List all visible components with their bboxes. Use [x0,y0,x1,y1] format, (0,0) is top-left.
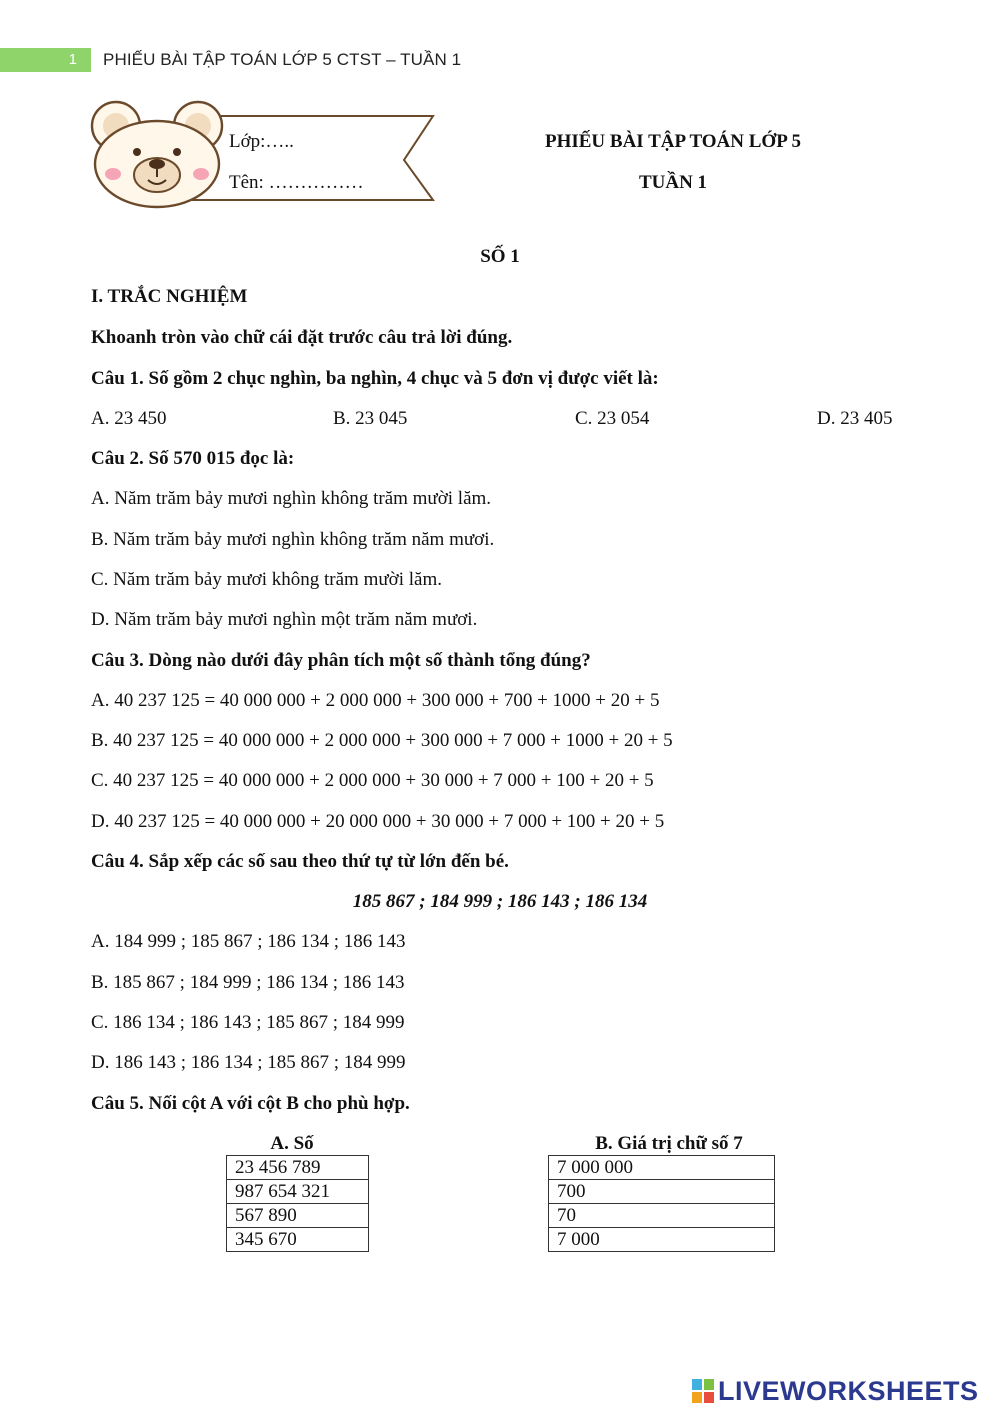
question-5: Câu 5. Nối cột A với cột B cho phù hợp. [91,1093,410,1114]
table-row [227,1204,369,1228]
q1-option-a[interactable]: A. 23 450 [91,408,167,429]
table-row [549,1156,775,1180]
q3-option-a[interactable]: A. 40 237 125 = 40 000 000 + 2 000 000 + 300 000 + 700 + 1000 + 20 + 5 [91,690,660,711]
col-a-cell[interactable]: 23 456 789 [227,1156,369,1180]
col-b-cell[interactable]: 7 000 000 [549,1156,775,1180]
question-3: Câu 3. Dòng nào dưới đây phân tích một số thành tổng đúng? [91,650,591,671]
instruction: Khoanh tròn vào chữ cái đặt trước câu trả lời đúng. [91,327,513,348]
liveworksheets-logo [692,1376,979,1406]
q2-option-a[interactable]: A. Năm trăm bảy mươi nghìn không trăm mười lăm. [91,488,492,509]
column-b-header: B. Giá trị chữ số 7 [595,1133,743,1154]
column-b-table [548,1155,775,1252]
q4-option-a[interactable]: A. 184 999 ; 185 867 ; 186 134 ; 186 143 [91,931,406,952]
q3-option-c[interactable]: C. 40 237 125 = 40 000 000 + 2 000 000 + 30 000 + 7 000 + 100 + 20 + 5 [91,770,654,791]
q4-option-d[interactable]: D. 186 143 ; 186 134 ; 185 867 ; 184 999 [91,1052,406,1073]
table-row [549,1228,775,1252]
table-row [549,1180,775,1204]
question-2: Câu 2. Số 570 015 đọc là: [91,448,295,469]
table-row [227,1180,369,1204]
q4-option-c[interactable]: C. 186 134 ; 186 143 ; 185 867 ; 184 999 [91,1012,405,1033]
doc-subtitle: TUẦN 1 [638,172,708,193]
question-1: Câu 1. Số gồm 2 chục nghìn, ba nghìn, 4 chục và 5 đơn vị được viết là: [91,368,659,389]
column-a-header: A. Số [270,1133,314,1154]
q1-option-c[interactable]: C. 23 054 [575,408,650,429]
col-b-cell[interactable]: 700 [549,1180,775,1204]
header-title: PHIẾU BÀI TẬP TOÁN LỚP 5 CTST – TUẦN 1 [103,50,462,69]
col-a-cell[interactable]: 567 890 [227,1204,369,1228]
table-row [227,1228,369,1252]
q4-sequence: 185 867 ; 184 999 ; 186 143 ; 186 134 [352,891,648,912]
table-row [227,1156,369,1180]
col-b-cell[interactable]: 7 000 [549,1228,775,1252]
part-heading: I. TRẮC NGHIỆM [91,286,248,307]
class-label: Lớp:….. [229,131,294,152]
q1-option-d[interactable]: D. 23 405 [817,408,893,429]
name-label: Tên: …………… [229,172,364,193]
col-b-cell[interactable]: 70 [549,1204,775,1228]
logo-text: LIVEWORKSHEETS [718,1376,979,1406]
q2-option-c[interactable]: C. Năm trăm bảy mươi không trăm mười lăm. [91,569,442,590]
doc-title: PHIẾU BÀI TẬP TOÁN LỚP 5 [544,131,802,152]
table-row [549,1204,775,1228]
q3-option-b[interactable]: B. 40 237 125 = 40 000 000 + 2 000 000 + 300 000 + 7 000 + 1000 + 20 + 5 [91,730,673,751]
column-a-table [226,1155,369,1252]
q4-option-b[interactable]: B. 185 867 ; 184 999 ; 186 134 ; 186 143 [91,972,405,993]
question-4: Câu 4. Sắp xếp các số sau theo thứ tự từ lớn đến bé. [91,851,509,872]
section-number: SỐ 1 [480,246,520,267]
q2-option-b[interactable]: B. Năm trăm bảy mươi nghìn không trăm năm mươi. [91,529,495,550]
q2-option-d[interactable]: D. Năm trăm bảy mươi nghìn một trăm năm mươi. [91,609,478,630]
q1-option-b[interactable]: B. 23 045 [333,408,408,429]
col-a-cell[interactable]: 345 670 [227,1228,369,1252]
liveworksheets-mark-icon [692,1379,714,1403]
col-a-cell[interactable]: 987 654 321 [227,1180,369,1204]
page-number: 1 [68,51,77,68]
q3-option-d[interactable]: D. 40 237 125 = 40 000 000 + 20 000 000 + 30 000 + 7 000 + 100 + 20 + 5 [91,811,665,832]
